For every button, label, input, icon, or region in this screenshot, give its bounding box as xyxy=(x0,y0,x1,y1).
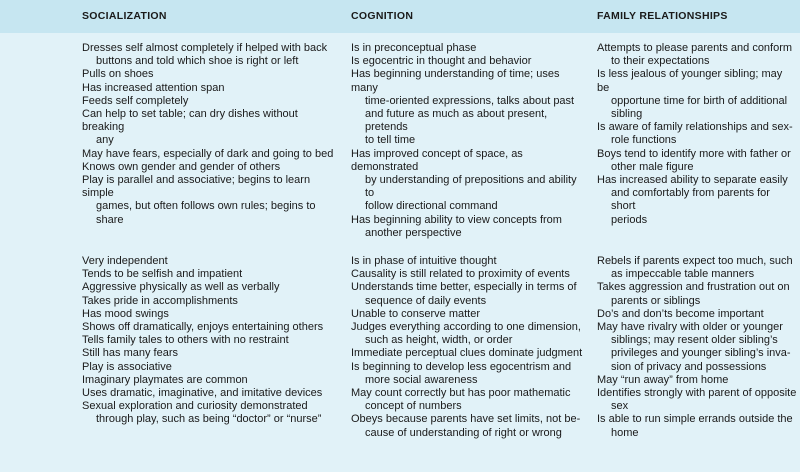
list-item-line: Still has many fears xyxy=(82,347,178,360)
list-item-line: Uses dramatic, imaginative, and imitative devices xyxy=(82,387,323,400)
list-item xyxy=(82,387,337,400)
list-item xyxy=(82,361,337,374)
list-item xyxy=(82,95,337,108)
list-item-line: buttons and told which shoe is right or left xyxy=(96,55,299,68)
list-item-line: Attempts to please parents and conform xyxy=(597,42,793,54)
list-item xyxy=(82,108,337,148)
list-item-line: Takes pride in accomplishments xyxy=(82,294,238,307)
list-item-line: Pulls on shoes xyxy=(82,68,154,81)
list-item-line: Boys tend to identify more with father or xyxy=(597,147,791,160)
list-item-line: Unable to conserve matter xyxy=(351,307,481,320)
list-item xyxy=(351,413,587,439)
list-item-line: Is beginning to develop less egocentrism and xyxy=(351,360,572,373)
list-item-line: and future as much as about present, pretends xyxy=(365,108,548,134)
list-item-line: Is aware of family relationships and sex- xyxy=(597,121,793,134)
list-item-line: more social awareness xyxy=(365,373,478,386)
list-item-line: and comfortably from parents for short xyxy=(611,187,770,213)
list-item-line: games, but often follows own rules; begins to share xyxy=(96,200,316,226)
list-item xyxy=(82,281,337,294)
list-item-line: opportune time for birth of additional xyxy=(611,94,788,107)
group1-socialization-column xyxy=(82,42,337,227)
list-item-line: to their expectations xyxy=(611,55,710,68)
list-item-line: sibling xyxy=(611,108,643,121)
header-family-relationships: FAMILY RELATIONSHIPS xyxy=(597,10,728,22)
list-item xyxy=(82,268,337,281)
table-header xyxy=(0,0,800,33)
list-item-line: periods xyxy=(611,213,648,226)
list-item-line: time-oriented expressions, talks about past xyxy=(365,94,575,107)
list-item-line: parents or siblings xyxy=(611,294,701,307)
list-item-line: cause of understanding of right or wrong xyxy=(365,426,562,439)
list-item-line: Obeys because parents have set limits, not be- xyxy=(351,413,581,426)
list-item-line: home xyxy=(611,426,639,439)
list-item-line: Takes aggression and frustration out on xyxy=(597,281,790,294)
list-item-line: such as height, width, or order xyxy=(365,334,513,347)
list-item-line: May have fears, especially of dark and going to bed xyxy=(82,147,334,160)
list-item xyxy=(351,281,587,307)
list-item xyxy=(82,374,337,387)
list-item xyxy=(351,255,587,268)
list-item-line: privileges and younger sibling’s inva- xyxy=(611,347,791,360)
list-item xyxy=(597,255,797,281)
list-item xyxy=(597,148,797,174)
list-item xyxy=(82,308,337,321)
list-item-line: as impeccable table manners xyxy=(611,268,755,281)
list-item-line: Tends to be selfish and impatient xyxy=(82,268,243,281)
list-item xyxy=(597,281,797,307)
list-item xyxy=(597,308,797,321)
list-item xyxy=(597,413,797,439)
list-item-line: Can help to set table; can dry dishes without breaking xyxy=(82,108,298,134)
list-item xyxy=(597,174,797,227)
list-item-line: Play is parallel and associative; begins to learn simple xyxy=(82,174,311,200)
list-item xyxy=(82,82,337,95)
list-item xyxy=(82,295,337,308)
list-item xyxy=(82,400,337,426)
list-item xyxy=(82,42,337,68)
list-item-line: Do’s and don’ts become important xyxy=(597,307,764,320)
list-item-line: to tell time xyxy=(365,134,416,147)
list-item-line: May “run away” from home xyxy=(597,373,729,386)
list-item-line: Is egocentric in thought and behavior xyxy=(351,55,532,68)
list-item-line: Feeds self completely xyxy=(82,94,189,107)
list-item-line: Sexual exploration and curiosity demonstrated xyxy=(82,400,308,413)
list-item-line: Aggressive physically as well as verbally xyxy=(82,281,280,294)
list-item xyxy=(351,361,587,387)
list-item xyxy=(597,68,797,121)
list-item-line: Is able to run simple errands outside the xyxy=(597,413,793,426)
list-item-line: Has beginning ability to view concepts from xyxy=(351,213,562,226)
list-item xyxy=(597,121,797,147)
list-item-line: Has increased attention span xyxy=(82,81,225,94)
list-item xyxy=(351,214,587,240)
list-item xyxy=(351,55,587,68)
list-item xyxy=(351,321,587,347)
list-item-line: Has increased ability to separate easily xyxy=(597,174,788,187)
list-item-line: any xyxy=(96,134,114,147)
list-item-line: another perspective xyxy=(365,226,462,239)
list-item-line: Is in preconceptual phase xyxy=(351,42,477,54)
list-item-line: May have rivalry with older or younger xyxy=(597,321,783,334)
list-item-line: Has improved concept of space, as demonstrated xyxy=(351,147,523,173)
list-item xyxy=(82,347,337,360)
header-cognition: COGNITION xyxy=(351,10,414,22)
list-item-line: role functions xyxy=(611,134,677,147)
list-item xyxy=(82,321,337,334)
group1-cognition-column xyxy=(351,42,587,240)
list-item xyxy=(597,374,797,387)
list-item-line: Dresses self almost completely if helped with back xyxy=(82,42,328,54)
group2-cognition-column xyxy=(351,255,587,440)
group1-family-column xyxy=(597,42,797,227)
list-item-line: Very independent xyxy=(82,255,168,267)
list-item-line: Judges everything according to one dimension, xyxy=(351,321,581,334)
list-item xyxy=(351,42,587,55)
list-item-line: Understands time better, especially in terms of xyxy=(351,281,577,294)
group2-family-column xyxy=(597,255,797,440)
list-item-line: Immediate perceptual clues dominate judgment xyxy=(351,347,583,360)
list-item-line: Identifies strongly with parent of opposite xyxy=(597,387,797,400)
list-item-line: sex xyxy=(611,400,629,413)
list-item xyxy=(597,387,797,413)
list-item xyxy=(82,174,337,227)
list-item-line: Has mood swings xyxy=(82,307,169,320)
list-item-line: Knows own gender and gender of others xyxy=(82,160,281,173)
list-item-line: Is less jealous of younger sibling; may be xyxy=(597,68,783,94)
group2-socialization-column xyxy=(82,255,337,427)
list-item-line: Is in phase of intuitive thought xyxy=(351,255,497,267)
list-item xyxy=(351,387,587,413)
list-item-line: by understanding of prepositions and ability to xyxy=(365,174,577,200)
header-socialization: SOCIALIZATION xyxy=(82,10,167,22)
list-item-line: Tells family tales to others with no restraint xyxy=(82,334,289,347)
list-item xyxy=(82,148,337,161)
list-item xyxy=(351,148,587,214)
list-item-line: sequence of daily events xyxy=(365,294,487,307)
list-item-line: follow directional command xyxy=(365,200,498,213)
list-item xyxy=(597,42,797,68)
list-item xyxy=(82,334,337,347)
list-item-line: Has beginning understanding of time; uses many xyxy=(351,68,560,94)
list-item xyxy=(82,68,337,81)
list-item xyxy=(351,68,587,147)
list-item xyxy=(82,255,337,268)
list-item xyxy=(82,161,337,174)
list-item-line: sion of privacy and possessions xyxy=(611,360,767,373)
list-item-line: Shows off dramatically, enjoys entertaining others xyxy=(82,321,324,334)
list-item-line: Play is associative xyxy=(82,360,172,373)
list-item-line: Causality is still related to proximity of events xyxy=(351,268,570,281)
list-item xyxy=(351,268,587,281)
list-item-line: through play, such as being “doctor” or “nurse” xyxy=(96,413,322,426)
list-item xyxy=(351,308,587,321)
list-item-line: May count correctly but has poor mathematic xyxy=(351,387,571,400)
list-item-line: Rebels if parents expect too much, such xyxy=(597,255,793,267)
list-item-line: other male figure xyxy=(611,160,694,173)
list-item-line: Imaginary playmates are common xyxy=(82,373,248,386)
list-item-line: siblings; may resent older sibling’s xyxy=(611,334,778,347)
list-item xyxy=(351,347,587,360)
list-item xyxy=(597,321,797,374)
list-item-line: concept of numbers xyxy=(365,400,462,413)
